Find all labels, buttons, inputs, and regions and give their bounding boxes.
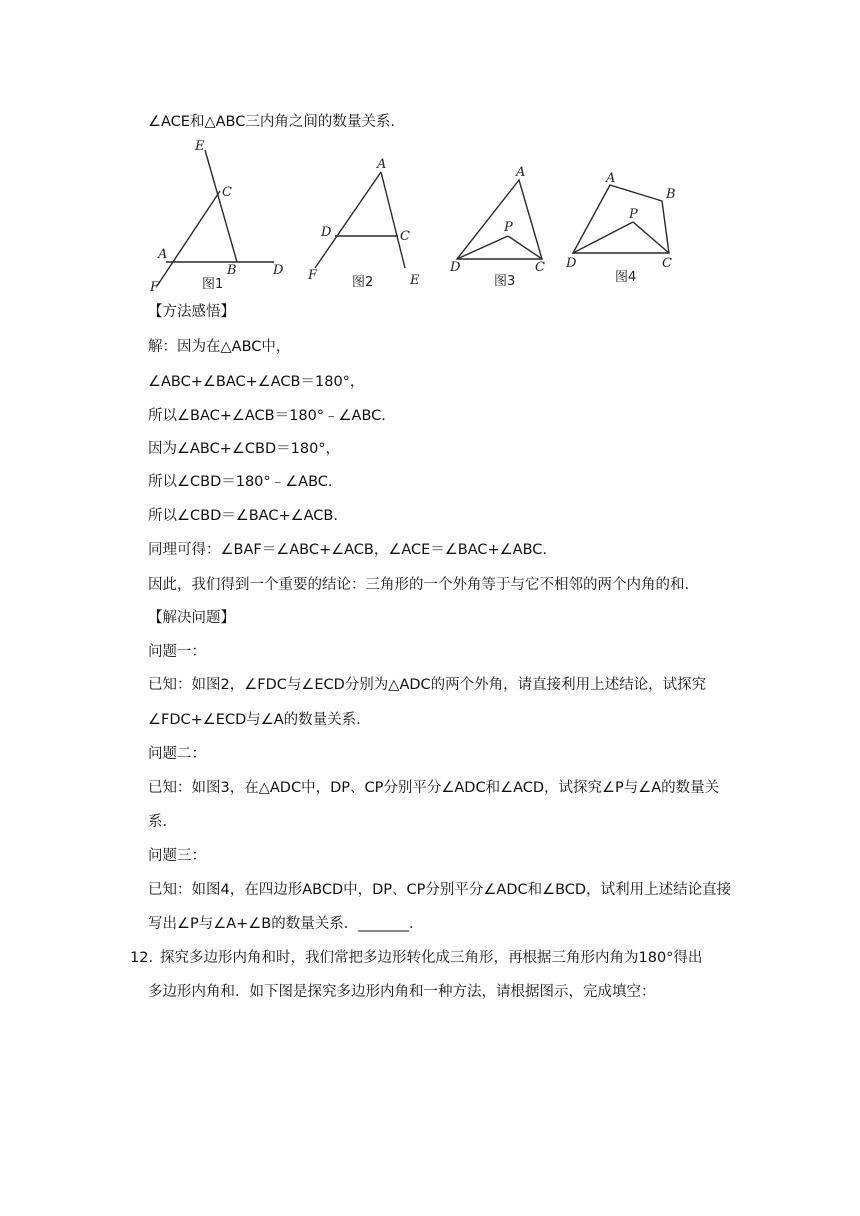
figure-3 <box>449 165 545 289</box>
text-line: 因此，我们得到一个重要的结论：三角形的一个外角等于与它不相邻的两个内角的和． <box>148 577 699 593</box>
text-line: 已知：如图2，∠FDC与∠ECD分别为△ADC的两个外角，请直接利用上述结论，试探究 <box>148 677 707 693</box>
text-line: ∠ABC+∠BAC+∠ACB＝180°， <box>148 374 365 390</box>
fig4-point-c: C <box>662 256 672 271</box>
question-number: 12． <box>130 950 163 966</box>
text-line: 问题二： <box>148 746 206 762</box>
text-line: 写出∠P与∠A+∠B的数量关系．_______． <box>148 916 424 932</box>
fig1-point-e: E <box>195 139 205 154</box>
fig4-point-p: P <box>629 207 638 222</box>
fig3-point-d: D <box>450 260 461 275</box>
text-line: 系． <box>148 814 177 830</box>
text-line: 探究多边形内角和时，我们常把多边形转化成三角形，再根据三角形内角为180°得出 <box>160 950 703 966</box>
fig4-point-d: D <box>566 256 577 271</box>
text-line: 已知：如图3，在△ADC中，DP、CP分别平分∠ADC和∠ACD，试探究∠P与∠A的数量关 <box>148 780 720 796</box>
text-line: 所以∠BAC+∠ACB＝180°﹣∠ABC. <box>148 408 386 424</box>
figure-1 <box>149 139 284 295</box>
fig1-caption: 图1 <box>202 277 224 292</box>
fig3-point-a: A <box>516 165 526 180</box>
fig4-caption: 图4 <box>615 270 637 285</box>
geometry-figures <box>140 136 720 296</box>
section-heading-method: 【方法感悟】 <box>148 304 235 320</box>
fig3-point-p: P <box>504 220 513 235</box>
text-line: 问题三： <box>148 848 206 864</box>
text-line: 因为∠ABC+∠CBD＝180°， <box>148 441 341 457</box>
text-line: ∠FDC+∠ECD与∠A的数量关系． <box>148 712 371 728</box>
section-heading-problems: 【解决问题】 <box>148 610 235 626</box>
fig1-point-a: A <box>158 247 168 262</box>
fig2-point-c: C <box>400 229 410 244</box>
text-line: 同理可得：∠BAF＝∠ABC+∠ACB，∠ACE＝∠BAC+∠ABC. <box>148 542 548 558</box>
figure-row <box>140 136 720 296</box>
fig3-caption: 图3 <box>494 274 516 289</box>
fig4-point-b: B <box>666 187 676 202</box>
fig1-point-b: B <box>227 263 237 278</box>
fig2-point-e: E <box>410 273 420 288</box>
text-line: 所以∠CBD＝180°﹣∠ABC. <box>148 474 333 490</box>
fig1-point-d: D <box>273 263 284 278</box>
text-line: 多边形内角和．如下图是探究多边形内角和一种方法，请根据图示，完成填空： <box>148 984 656 1000</box>
text-line: 已知：如图4，在四边形ABCD中，DP、CP分别平分∠ADC和∠BCD，试利用上述结论直接 <box>148 882 732 898</box>
fig3-point-c: C <box>535 260 545 275</box>
fig2-point-d: D <box>321 225 332 240</box>
text-line: ∠ACE和△ABC三内角之间的数量关系． <box>148 114 405 130</box>
figure-4 <box>565 171 676 285</box>
text-line: 问题一： <box>148 644 206 660</box>
text-line: 解：因为在△ABC中， <box>148 339 291 355</box>
fig1-point-f: F <box>150 280 160 295</box>
text-line: 所以∠CBD＝∠BAC+∠ACB. <box>148 508 338 524</box>
fig1-point-c: C <box>222 185 232 200</box>
fig4-point-a: A <box>606 171 616 186</box>
fig2-point-f: F <box>308 268 318 283</box>
figure-2 <box>307 157 420 290</box>
fig2-caption: 图2 <box>352 275 374 290</box>
fig2-point-a: A <box>377 157 387 172</box>
